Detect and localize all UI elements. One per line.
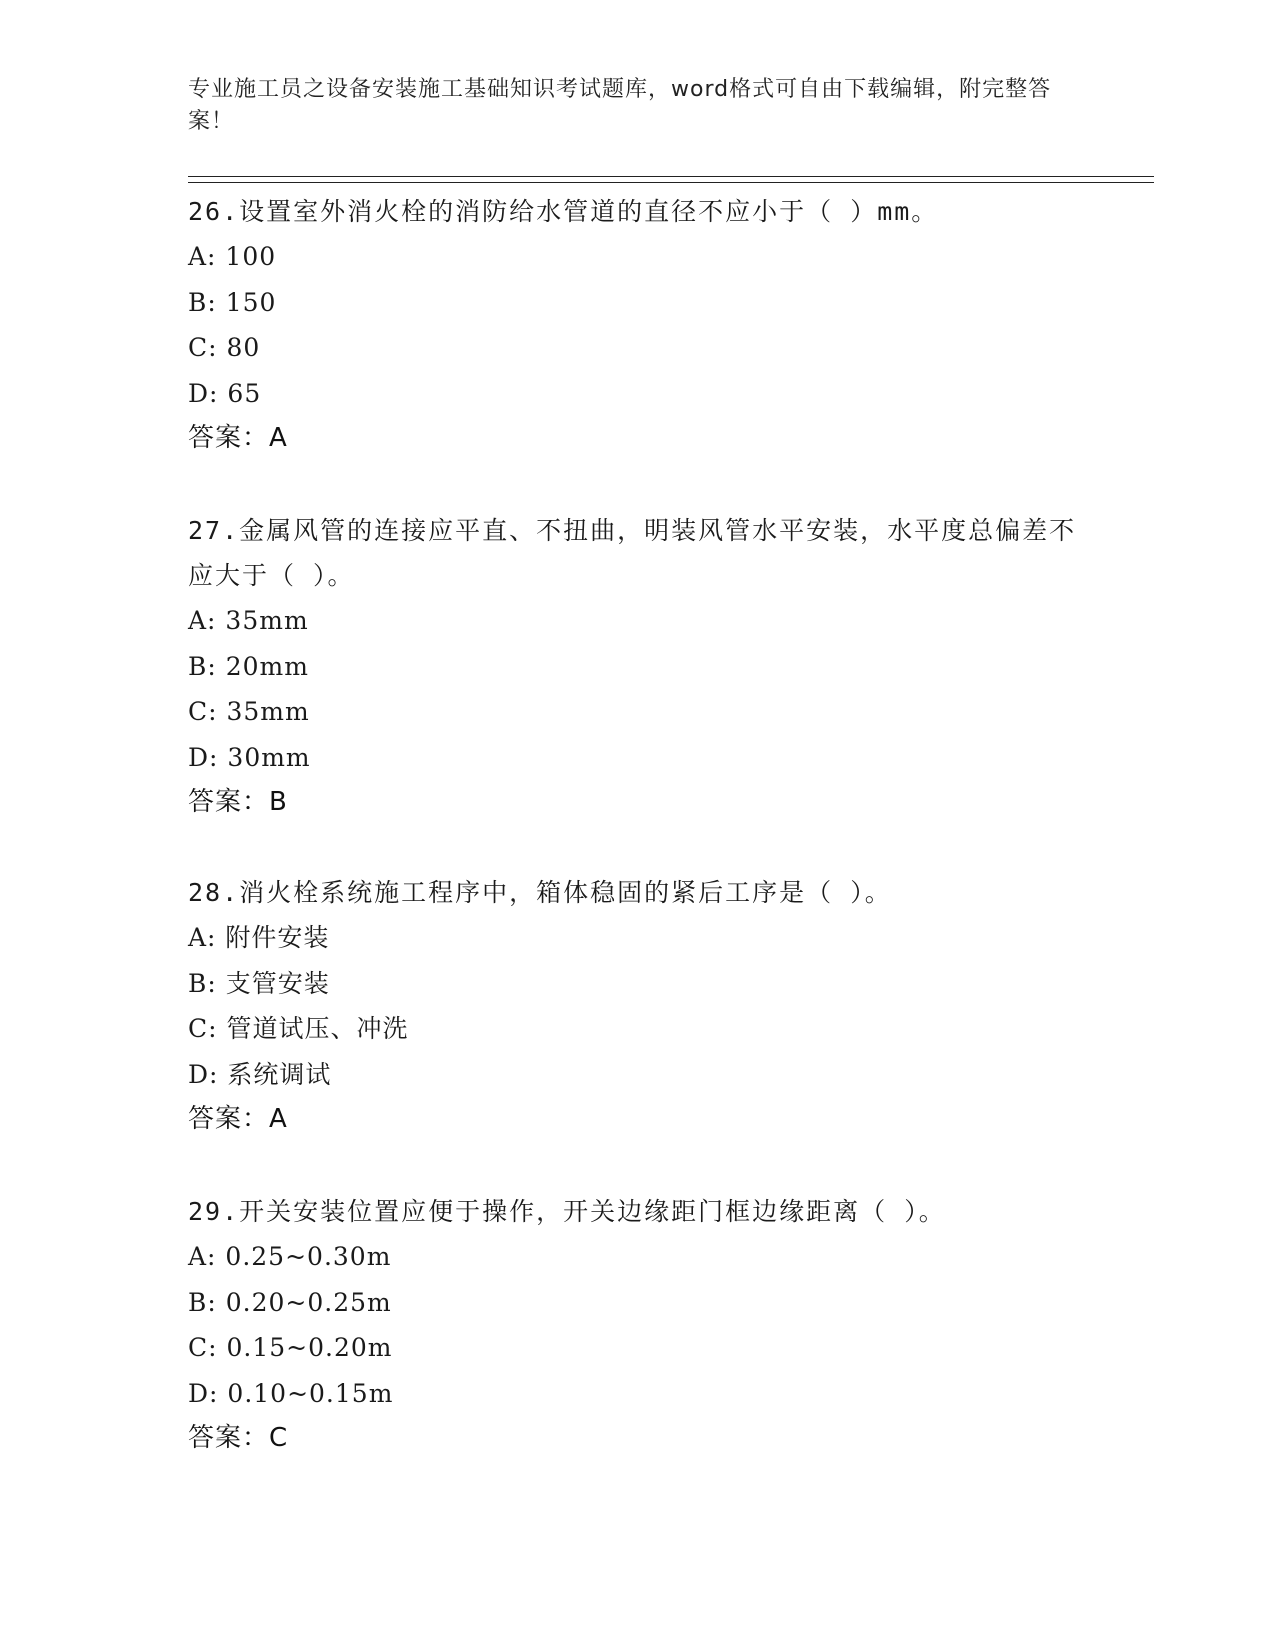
option-a: A: 100 bbox=[188, 242, 277, 271]
document-header-description: 专业施工员之设备安装施工基础知识考试题库，word格式可自由下载编辑，附完整答案！ bbox=[188, 77, 1052, 134]
option-d: D: 30mm bbox=[188, 742, 311, 772]
question-stem: 27.金属风管的连接应平直、不扭曲，明装风管水平安装，水平度总偏差不应大于（ ）。 bbox=[188, 516, 1077, 590]
option-c: C: 80 bbox=[188, 333, 261, 362]
option-b: B: 150 bbox=[188, 287, 277, 317]
option-d: D: 系统调试 bbox=[188, 1059, 332, 1089]
question-stem: 29.开关安装位置应便于操作，开关边缘距门框边缘距离（ ）。 bbox=[188, 1197, 946, 1226]
option-a: A: 0.25~0.30m bbox=[188, 1242, 392, 1271]
option-c: C: 0.15~0.20m bbox=[188, 1333, 393, 1362]
option-a: A: 附件安装 bbox=[188, 923, 330, 952]
option-d: D: 65 bbox=[188, 378, 262, 408]
option-a: A: 35mm bbox=[188, 606, 309, 635]
question-29 bbox=[188, 1189, 1088, 1461]
option-b: B: 支管安装 bbox=[188, 968, 330, 998]
question-26 bbox=[188, 189, 1088, 461]
header-divider-top bbox=[188, 176, 1154, 177]
question-28 bbox=[188, 870, 1088, 1142]
option-c: C: 管道试压、冲洗 bbox=[188, 1014, 409, 1043]
answer-line: 答案：A bbox=[188, 423, 288, 453]
option-b: B: 20mm bbox=[188, 651, 309, 681]
question-stem: 28.消火栓系统施工程序中，箱体稳固的紧后工序是（ ）。 bbox=[188, 878, 892, 907]
question-27 bbox=[188, 508, 1088, 825]
answer-line: 答案：B bbox=[188, 787, 288, 817]
option-d: D: 0.10~0.15m bbox=[188, 1378, 394, 1408]
header-divider-bottom bbox=[188, 182, 1154, 183]
option-b: B: 0.20~0.25m bbox=[188, 1287, 392, 1317]
question-stem: 26.设置室外消火栓的消防给水管道的直径不应小于（ ）mm。 bbox=[188, 197, 939, 226]
answer-line: 答案：A bbox=[188, 1104, 288, 1134]
answer-line: 答案：C bbox=[188, 1423, 289, 1453]
option-c: C: 35mm bbox=[188, 697, 310, 726]
